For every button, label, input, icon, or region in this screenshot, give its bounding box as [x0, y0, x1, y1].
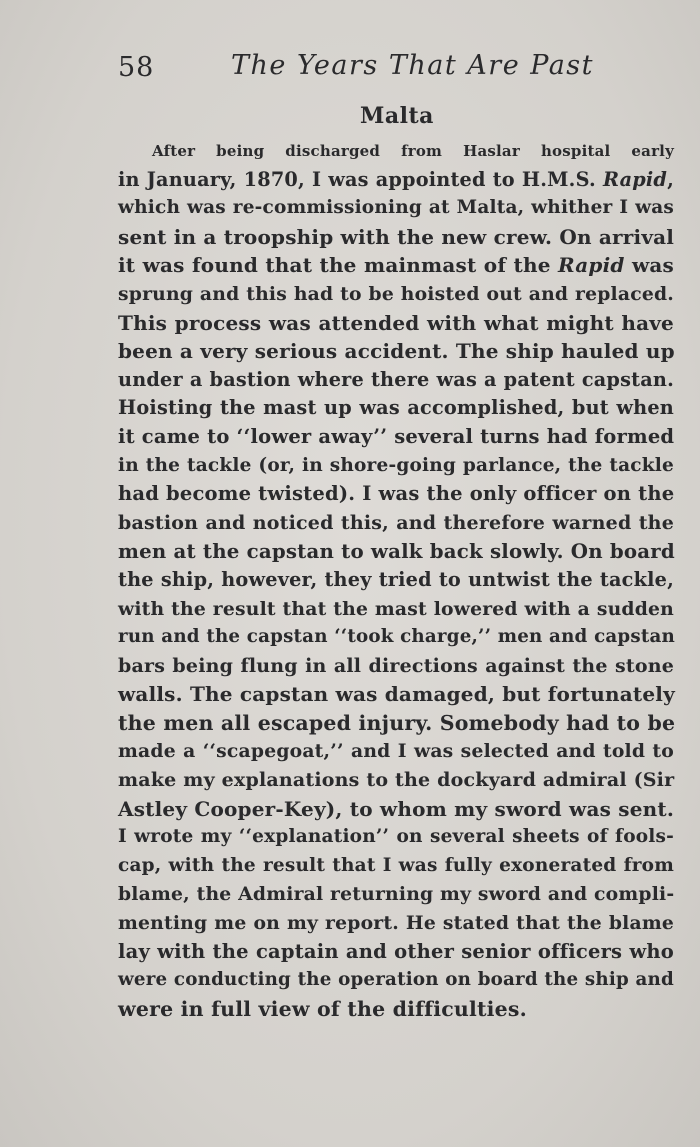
text-line: walls. The capstan was damaged, but fortunately	[118, 682, 675, 707]
text-line: cap, with the result that I was fully exonerated from	[118, 854, 674, 876]
text-line: in January, 1870, I was appointed to H.M.S. Rapid,	[118, 167, 674, 191]
text-line: Hoisting the mast up was accomplished, but when	[118, 396, 674, 420]
text-line: were conducting the operation on board the ship and	[118, 969, 674, 991]
text-line: make my explanations to the dockyard admiral (Sir	[118, 769, 675, 792]
text-line: Astley Cooper-Key), to whom my sword was sent.	[118, 796, 674, 821]
text-line: the men all escaped injury. Somebody had to be	[118, 710, 676, 735]
text-line: menting me on my report. He stated that the blame	[118, 912, 674, 935]
page-number: 58	[118, 52, 155, 83]
text-line: This process was attended with what might have	[118, 310, 674, 335]
text-line: it was found that the mainmast of the Rapid was	[118, 253, 674, 278]
running-title: The Years That Are Past	[231, 50, 595, 81]
text-line: in the tackle (or, in shore-going parlance, the tackle	[118, 454, 674, 476]
text-line: were in full view of the difficulties.	[118, 996, 527, 1021]
text-line: made a ‘‘scapegoat,’’ and I was selected and told to	[118, 740, 674, 763]
text-line: which was re-commissioning at Malta, whither I was	[118, 197, 674, 219]
text-line: bastion and noticed this, and therefore warned the	[118, 511, 674, 534]
text-line: run and the capstan ‘‘took charge,’’ men and capstan	[118, 626, 675, 648]
text-line: been a very serious accident. The ship hauled up	[118, 339, 675, 364]
running-head	[118, 50, 595, 90]
text-line: the ship, however, they tried to untwist the tackle,	[118, 567, 674, 591]
text-line: with the result that the mast lowered with a sudden	[118, 597, 674, 620]
text-line: sent in a troopship with the new crew. On arrival	[118, 224, 675, 249]
text-line: had become twisted). I was the only officer on the	[118, 482, 675, 506]
text-line: sprung and this had to be hoisted out and replaced.	[118, 282, 674, 305]
section-heading: Malta	[360, 103, 434, 129]
text-line: under a bastion where there was a patent capstan.	[118, 367, 674, 391]
text-line: men at the capstan to walk back slowly. On board	[118, 539, 675, 564]
text-line: blame, the Admiral returning my sword and compli-	[118, 883, 675, 906]
text-line: I wrote my ‘‘explanation’’ on several sheets of fools-	[118, 826, 674, 848]
text-line: it came to ‘‘lower away’’ several turns had formed	[118, 424, 675, 448]
body-paragraph	[118, 137, 674, 1023]
text-line: After being discharged from Haslar hospital early	[152, 142, 674, 160]
text-line: lay with the captain and other senior officers who	[118, 939, 674, 963]
text-line: bars being flung in all directions against the stone	[118, 654, 674, 677]
